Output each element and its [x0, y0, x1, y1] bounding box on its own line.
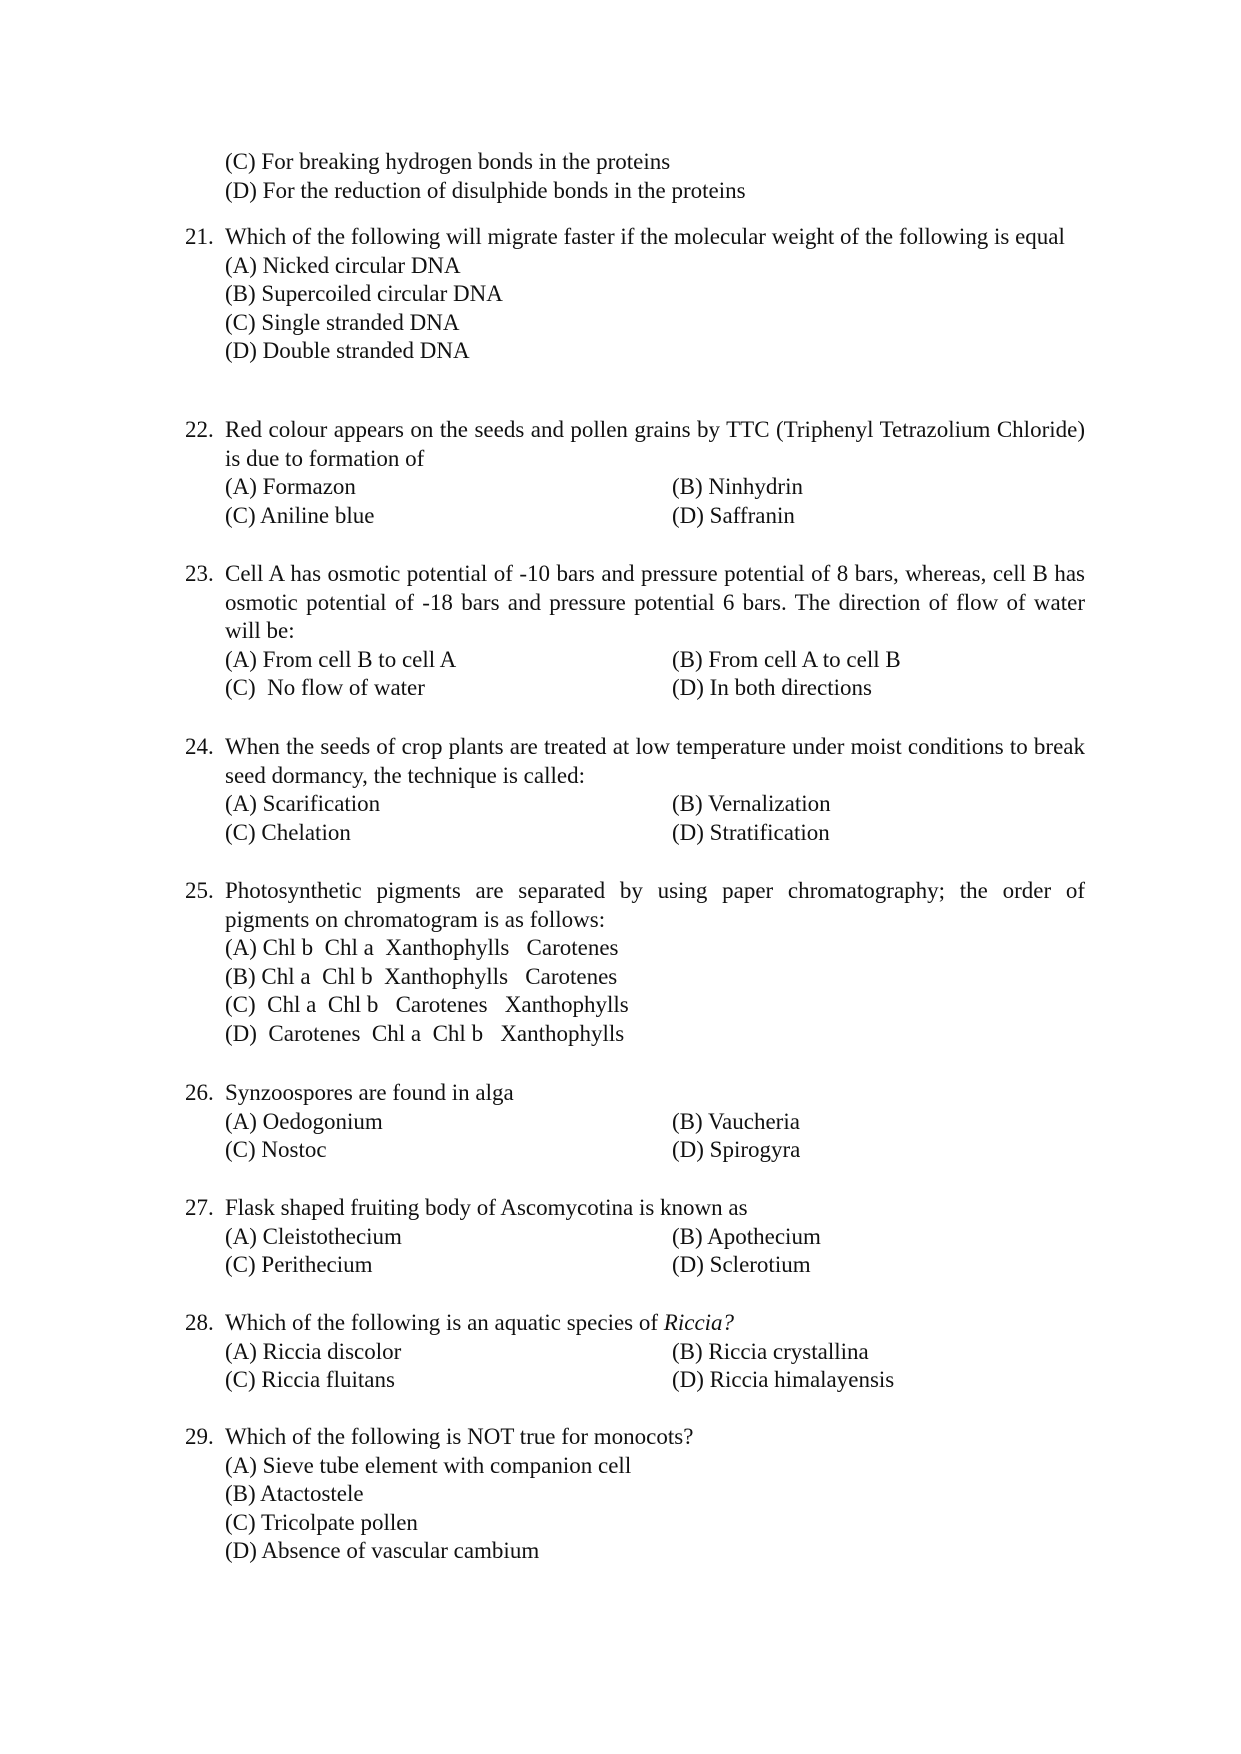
option-a: (A) From cell B to cell A: [225, 646, 457, 672]
question-number: 21.: [185, 224, 214, 249]
option-d: (D) In both directions: [672, 675, 872, 700]
option-c: (C) Aniline blue: [225, 502, 375, 528]
question-text: Red colour appears on the seeds and pollen grains by TTC (Triphenyl Tetrazolium Chloride) is due to formation of: [225, 417, 1085, 471]
option-d: (D) Sclerotium: [672, 1252, 811, 1277]
options-row: [185, 1108, 1085, 1137]
option-b: (B) Riccia crystallina: [672, 1338, 869, 1364]
question-29: [185, 1423, 1085, 1566]
option-d: (D) Absence of vascular cambium: [225, 1538, 540, 1563]
option-d: (D) Carotenes Chl a Chl b Xanthophylls: [225, 1020, 625, 1046]
question-number: 24.: [185, 734, 214, 759]
question-number: 26.: [185, 1080, 214, 1105]
option-b: (B) From cell A to cell B: [672, 646, 901, 672]
option-c: (C) No flow of water: [225, 675, 425, 700]
question-25: [185, 877, 1085, 1048]
question-text: Cell A has osmotic potential of -10 bars and pressure potential of 8 bars, whereas, cell B has osmotic potential of -18 bars and pressure potential 6 bars. The direction of flow of water will be:: [225, 561, 1085, 643]
question-27: [185, 1194, 1085, 1280]
option-c: (C) Chelation: [225, 819, 351, 845]
option-c: (C) Riccia fluitans: [225, 1367, 395, 1392]
option-d: (D) Saffranin: [672, 502, 795, 528]
question-text: Which of the following is NOT true for monocots?: [225, 1424, 694, 1449]
option-a: (A) Oedogonium: [225, 1108, 383, 1134]
option-a: (A) Scarification: [225, 791, 381, 816]
question-text: Which of the following will migrate faster if the molecular weight of the following is equal: [225, 224, 1065, 249]
option-b: (B) Supercoiled circular DNA: [225, 281, 503, 306]
option-b: (B) Vernalization: [672, 791, 831, 816]
option-b: (B) Atactostele: [225, 1481, 364, 1506]
option-b: (B) Vaucheria: [672, 1108, 800, 1134]
option-b: (B) Chl a Chl b Xanthophylls Carotenes: [225, 963, 618, 989]
options-row: [185, 790, 1085, 819]
option-a: (A) Chl b Chl a Xanthophylls Carotenes: [225, 935, 619, 960]
question-23: [185, 560, 1085, 703]
options-row: [185, 819, 1085, 848]
question-text: When the seeds of crop plants are treated at low temperature under moist conditions to break seed dormancy, the technique is called:: [225, 734, 1085, 788]
question-number: 25.: [185, 878, 214, 903]
option-c: (C) For breaking hydrogen bonds in the proteins: [225, 149, 671, 174]
question-24: [185, 733, 1085, 847]
options-row: [185, 473, 1085, 502]
options-row: [185, 502, 1085, 531]
question-text: Synzoospores are found in alga: [225, 1080, 514, 1105]
question-text: Flask shaped fruiting body of Ascomycotina is known as: [225, 1195, 748, 1220]
question-21: [185, 223, 1085, 366]
question-number: 23.: [185, 561, 214, 586]
question-number: 27.: [185, 1195, 214, 1220]
option-c: (C) Chl a Chl b Carotenes Xanthophylls: [225, 992, 629, 1017]
question-22: [185, 416, 1085, 530]
option-c: (C) Single stranded DNA: [225, 309, 460, 335]
option-b: (B) Apothecium: [672, 1223, 821, 1249]
options-row: [185, 1136, 1085, 1165]
question-text: Which of the following is an aquatic species of: [225, 1310, 664, 1335]
option-b: (B) Ninhydrin: [672, 474, 803, 499]
option-d: (D) Riccia himalayensis: [672, 1367, 895, 1392]
question-number: 29.: [185, 1424, 214, 1449]
question-number: 22.: [185, 417, 214, 442]
options-row: [185, 674, 1085, 703]
option-a: (A) Formazon: [225, 474, 356, 499]
option-d: (D) Spirogyra: [672, 1137, 801, 1162]
options-row: [185, 1251, 1085, 1280]
option-d: (D) For the reduction of disulphide bonds in the proteins: [225, 177, 746, 203]
options-row: [185, 1338, 1085, 1367]
option-a: (A) Riccia discolor: [225, 1338, 402, 1364]
option-c: (C) Nostoc: [225, 1137, 327, 1162]
options-row: [185, 1366, 1085, 1395]
option-a: (A) Cleistothecium: [225, 1223, 402, 1249]
option-c: (C) Tricolpate pollen: [225, 1509, 418, 1535]
option-d: (D) Stratification: [672, 819, 830, 845]
options-row: [185, 1223, 1085, 1252]
question-text: Photosynthetic pigments are separated by using paper chromatography; the order of pigments on chromatogram is as follows:: [225, 878, 1085, 932]
question-text-italic: Riccia?: [663, 1310, 735, 1335]
question-number: 28.: [185, 1310, 214, 1335]
option-d: (D) Double stranded DNA: [225, 338, 470, 363]
option-a: (A) Sieve tube element with companion cell: [225, 1452, 632, 1478]
question-26: [185, 1079, 1085, 1165]
options-row: [185, 646, 1085, 675]
option-c: (C) Perithecium: [225, 1252, 373, 1277]
question-20-continuation: [185, 148, 1085, 205]
question-28: [185, 1309, 1085, 1395]
option-a: (A) Nicked circular DNA: [225, 252, 461, 278]
